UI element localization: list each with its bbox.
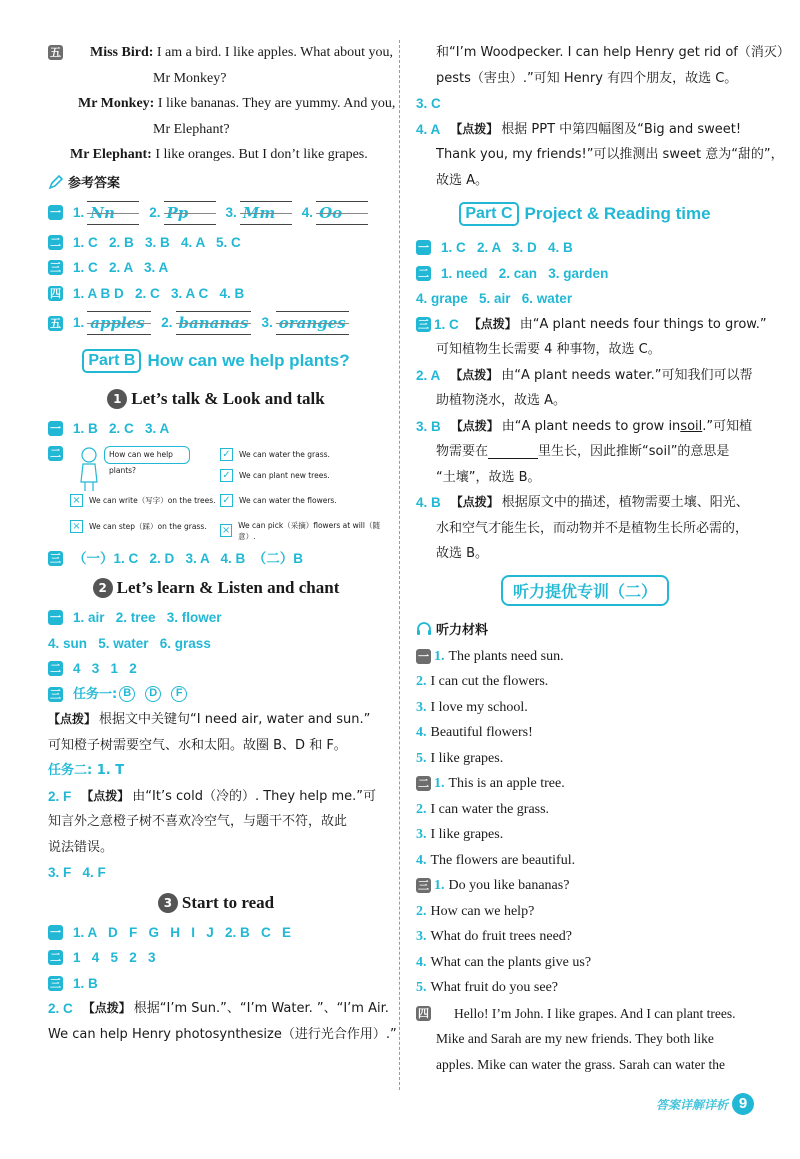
left-column [48,40,397,1047]
dialog-text: I like oranges. But I don’t like grapes. [155,147,368,162]
list-item [416,695,754,721]
item-text: I can water the grass. [430,801,550,817]
item-number: 4. [416,954,427,970]
speaker: Mr Monkey: [78,96,155,111]
part-tag: Part C [459,202,518,226]
question-number: 2. C [48,1001,73,1016]
item-text: I like grapes. [430,827,504,842]
answer-row [48,255,384,281]
footer-label: 答案详解详析 [655,1097,728,1112]
tip-text: 根据文中关键句“I need air, water and sun.” [99,712,371,727]
answer-row [48,971,384,997]
dialog-text: Mr Elephant? [153,121,230,137]
tip-paragraph [48,707,384,758]
answer-text: 3. F 4. F [48,865,106,880]
list-item [416,848,754,874]
answer-row [416,261,754,287]
answer-row [48,281,384,307]
girl-illustration-icon [78,446,100,492]
list-item [416,746,754,772]
tip-text: 可知植物生长需要 4 种事物，故选 C。 [436,342,661,357]
tip-paragraph [48,784,384,861]
listening-section-4 [416,1001,754,1078]
tip-text: 由“A plant needs to grow in [501,418,681,434]
tip-label: 【点拨】 [48,712,97,726]
question-number: 3. B [416,418,441,434]
item-text: I love my school. [430,699,528,715]
plant-help-table [48,444,384,544]
table-row [220,448,330,461]
tip-label: 【点拨】 [450,121,499,136]
speech-bubble: How can we help plants? [104,446,190,464]
tip-text: 故选 A。 [436,172,489,188]
answer-text: 1. B 2. C 3. A [73,421,170,436]
handwriting-box: oranges [276,311,349,335]
list-item [416,899,754,925]
answer-text: 1. C 2. A 3. D 4. B [441,240,573,255]
answer-row [48,196,384,230]
listening-training-title: 听力提优专训（二） [501,575,669,606]
column-divider [399,40,400,1090]
tip-text: 故选 B。 [436,546,489,561]
item-number: 2. [416,801,427,817]
tip-text: 助植物浇水，故选 A。 [436,393,567,408]
listening-section-3 [416,873,754,1001]
speaker: Miss Bird: [90,45,154,60]
lesson-heading [48,382,384,416]
table-text: We can pick（采摘）flowers at will（随意）. [238,520,380,541]
headphones-icon [416,622,432,636]
list-item [416,924,754,950]
question-number: 3. [261,315,273,331]
tip-paragraph [416,40,790,91]
answer-row [416,235,754,261]
lesson-heading [48,886,384,920]
item-text: I like grapes. [430,750,504,766]
tip-text: 说法错误。 [48,839,114,855]
list-item [416,975,754,1001]
part-b-header [48,346,384,376]
answer-row [48,920,384,946]
section-badge: 一 [418,241,429,255]
right-column [416,40,790,1077]
tip-label: 【点拨】 [450,418,499,433]
table-text: We can water the flowers. [239,495,337,505]
question-number: 3. [225,204,237,220]
tip-text: “土壤”，故选 B。 [436,469,541,485]
tip-text: We can help Henry photosynthesize（进行光合作用）.” [48,1026,397,1042]
list-item [416,771,754,797]
part-title: Project & Reading time [524,204,711,223]
tip-text: 由“A plant needs four things to grow.” [519,316,767,332]
answer-text: （一）1. C 2. D 3. A 4. B （二）B [73,550,304,566]
listening-section-1 [416,644,754,772]
answer-row [48,945,384,971]
question-number: 2. [161,315,173,331]
section-badge: 五 [50,46,61,60]
circled-letter: D [145,686,161,702]
table-row [70,520,207,533]
list-item [416,669,754,695]
listening-section-2 [416,771,754,873]
tip-text: 由“It’s cold（冷的）. They help me.”可 [132,788,376,804]
circled-letter: B [119,686,135,702]
section-badge: 一 [418,649,429,663]
section-badge: 三 [418,317,429,331]
question-number: 1. C [434,316,459,332]
item-text: What do fruit trees need? [430,929,572,944]
item-number: 3. [416,929,427,944]
answer-row [48,416,384,442]
lesson-title: Start to read [181,892,275,912]
tip-text: 根据“I’m Sun.”、“I’m Water. ”、“I’m Air. [133,1001,389,1016]
list-item [416,873,754,899]
item-text: This is an apple tree. [448,776,565,791]
answer-row [416,286,754,312]
table-text: We can step（踩）on the grass. [89,521,207,531]
handwriting-box: bananas [176,311,252,335]
section-badge: 二 [50,235,61,249]
lesson-number: 2 [93,578,113,598]
table-row [220,494,337,507]
answer-row [48,682,384,708]
question-number: 2. A [416,367,441,383]
question-number: 2. F [48,788,72,804]
tip-label: 【点拨】 [450,367,499,382]
answer-row [48,860,384,886]
handwriting-box: Pp [164,201,216,225]
answer-row [48,631,384,657]
handwriting-box: Nn [87,201,139,225]
answer-text: 1 4 5 2 3 [73,950,156,965]
table-text: We can plant new trees. [239,470,330,480]
answer-text: 任务二: 1. T [48,763,125,778]
section-badge: 三 [50,551,61,565]
section-badge: 二 [418,266,429,280]
tip-label: 【点拨】 [81,788,130,803]
question-number: 1. [73,204,85,220]
tip-text: 可知橙子树需要空气、水和太阳。故圈 B、D 和 F。 [48,737,347,753]
item-number: 3. [416,827,427,842]
answer-text: 4. grape 5. air 6. water [416,291,573,306]
answer-text: 4 3 1 2 [73,661,137,676]
answer-text: 4. sun 5. water 6. grass [48,635,211,651]
check-icon: ✓ [220,448,233,461]
dialog-text: I like bananas. They are yummy. And you, [157,96,396,111]
item-text: The plants need sun. [448,648,564,664]
dialog-line [48,117,384,143]
item-text: Do you like bananas? [448,878,570,893]
list-item [416,720,754,746]
part-title: How can we help plants? [147,351,350,370]
tip-text: 和“I’m Woodpecker. I can help Henry get rid of（消灭） [436,45,790,60]
check-icon: ✓ [220,469,233,482]
answer-row [48,230,384,256]
dialog-text: I am a bird. I like apples. What about you, [156,45,394,60]
section-badge: 三 [50,976,61,990]
circled-letter: F [171,686,187,702]
answer-text: 1. C 2. A 3. A [73,260,169,275]
section-badge: 二 [418,777,429,791]
item-number: 1. [434,878,445,893]
section-badge: 三 [418,879,429,893]
dialog-line [48,142,384,168]
answer-row [48,546,384,572]
dialog-line [48,66,384,92]
tip-label: 【点拨】 [468,316,517,331]
section-badge: 二 [50,951,61,965]
tip-paragraph [416,414,754,491]
page-number: 9 [732,1093,754,1115]
table-row [220,469,330,482]
answer-row [48,758,384,784]
tip-text: 根据原文中的描述，植物需要土壤、阳光、 [501,495,749,510]
speaker: Mr Elephant: [70,147,152,162]
item-text: What fruit do you see? [430,980,559,995]
passage-text: Mike and Sarah are my new friends. They both like [436,1031,714,1046]
answer-text: 1. B [73,975,98,991]
item-text: How can we help? [430,903,535,919]
tip-paragraph [416,363,754,414]
dialog-block [48,40,396,168]
passage-text: Hello! I’m John. I like grapes. And I can plant trees. [454,1005,736,1021]
answer-text: 1. A B D 2. C 3. A C 4. B [73,285,245,301]
tip-text: pests（害虫）.”可知 Henry 有四个朋友，故选 C。 [436,70,738,86]
answer-text: 1. C 2. B 3. B 4. A 5. C [73,234,241,250]
item-text: Beautiful flowers! [430,725,533,740]
task-label: 任务一: [73,686,118,702]
tip-paragraph [48,996,397,1047]
item-number: 3. [416,699,427,715]
dialog-line [48,40,394,66]
pencil-icon [48,174,64,190]
answer-text: 3. C [416,96,441,111]
section-badge: 二 [50,446,61,460]
question-number: 4. A [416,121,441,137]
table-text: We can water the grass. [239,449,330,459]
tip-text: Thank you, my friends!”可以推测出 sweet 意为“甜的”， [436,147,784,162]
lesson-title: Let’s learn & Listen and chant [116,578,340,597]
handwriting-box: apples [87,311,151,335]
tip-text: 由“A plant needs water.”可知我们可以帮 [501,367,753,383]
section-badge: 二 [50,662,61,676]
tip-text: 里生长，因此推断“soil”的意思是 [538,444,730,459]
section-badge: 一 [50,206,61,219]
table-text: We can write（写字）on the trees. [89,495,216,505]
tip-paragraph [416,312,767,363]
answer-row [48,656,384,682]
lesson-number: 1 [107,389,127,409]
section-badge: 一 [50,611,61,625]
listening-training-header [416,575,754,606]
answer-text: 1. A D F G H I J 2. B C E [73,924,292,940]
answer-row [48,306,384,340]
listening-material-heading [416,614,754,644]
question-number: 2. [149,204,161,220]
listening-material-title: 听力材料 [436,623,489,638]
tip-text: 根据 PPT 中第四幅图及“Big and sweet! [501,121,742,137]
item-text: The flowers are beautiful. [430,852,576,868]
item-number: 1. [434,776,445,791]
reference-answer-heading [48,168,384,196]
item-number: 2. [416,903,427,919]
item-text: What can the plants give us? [430,954,592,970]
handwriting-box: Oo [316,201,368,225]
lesson-title: Let’s talk & Look and talk [131,389,325,408]
lesson-heading [48,571,384,605]
passage-text: apples. Mike can water the grass. Sarah can water the [436,1056,726,1072]
tip-label: 【点拨】 [82,1001,131,1015]
section-badge: 四 [50,286,61,300]
underlined-word: soil [680,418,703,434]
check-icon: ✓ [220,494,233,507]
reference-answer-title: 参考答案 [68,176,121,191]
answer-text: 1. air 2. tree 3. flower [73,610,222,625]
item-text: I can cut the flowers. [430,674,549,689]
cross-icon: × [70,494,83,507]
page-footer [656,1093,754,1115]
part-c-header [416,199,754,229]
section-badge: 四 [418,1006,429,1020]
item-number: 4. [416,725,427,740]
question-number: 1. [73,315,85,331]
item-number: 5. [416,750,427,766]
tip-paragraph [416,490,754,567]
tip-text: .”可知植 [702,418,753,434]
cross-icon: × [221,525,231,536]
list-item [416,950,754,976]
section-badge: 三 [50,261,61,275]
list-item [416,822,754,848]
table-row [70,494,216,507]
dialog-text: Mr Monkey? [153,70,227,86]
cross-icon: × [70,520,83,533]
section-badge: 一 [50,422,61,436]
part-tag: Part B [82,349,141,373]
tip-text: 物需要在 [436,444,489,459]
handwriting-box: Mm [240,201,292,225]
question-number: 4. B [416,495,441,510]
tip-text: 知言外之意橙子树不喜欢冷空气，与题干不符，故此 [48,814,348,829]
item-number: 1. [434,648,445,664]
item-number: 5. [416,980,427,995]
list-item [416,644,754,670]
item-number: 2. [416,674,427,689]
blank-line [488,445,538,459]
answer-text: 1. need 2. can 3. garden [441,265,609,281]
section-badge: 五 [50,316,61,330]
section-badge: 三 [50,687,61,701]
tip-label: 【点拨】 [450,495,499,509]
section-badge: 一 [50,925,61,939]
list-item [416,797,754,823]
answer-row [48,605,384,631]
table-row [220,520,384,542]
question-number: 4. [301,204,314,220]
answer-row [416,91,754,117]
item-number: 4. [416,852,427,868]
dialog-line [48,91,396,117]
tip-text: 水和空气才能生长，而动物并不是植物生长所必需的， [436,520,749,536]
tip-paragraph [416,117,784,194]
lesson-number: 3 [158,893,178,913]
